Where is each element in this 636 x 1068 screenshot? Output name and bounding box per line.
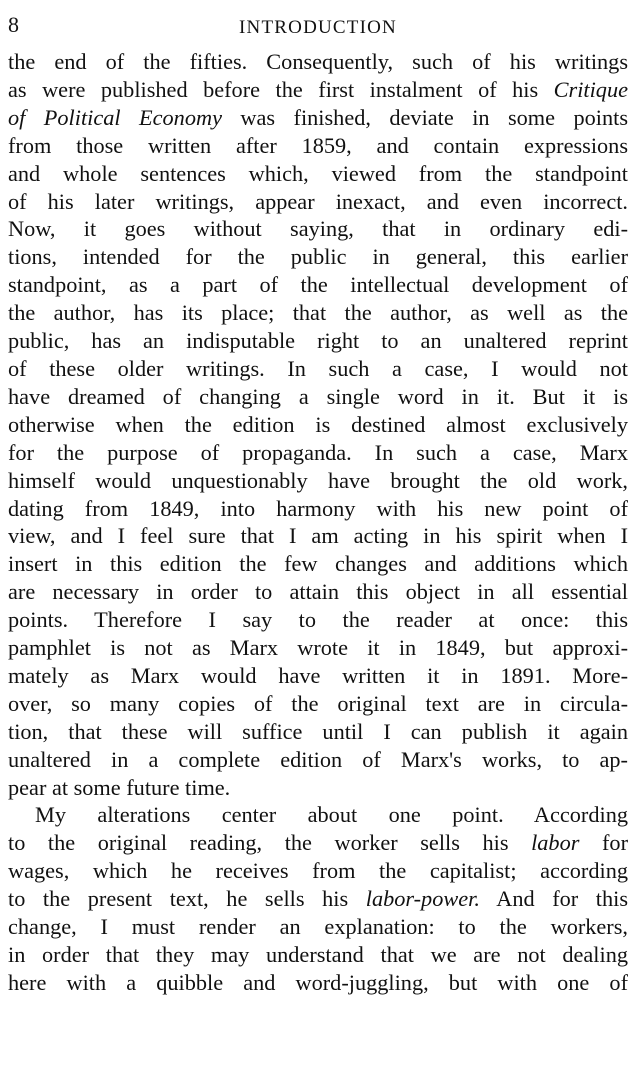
text-segment: for (579, 830, 628, 856)
text-line (8, 243, 628, 271)
text-segment: of his later writings, appear inexact, and even incorrect. (8, 188, 628, 214)
text-segment: wages, which he receives from the capitalist; according (8, 858, 628, 884)
text-line (8, 578, 628, 606)
text-segment: was finished, deviate in some points (221, 104, 628, 130)
text-line (8, 857, 628, 885)
text-segment: view, and I feel sure that I am acting in his spirit when I (8, 523, 628, 549)
text-line (8, 746, 628, 774)
italic-text: labor (531, 830, 580, 856)
text-line (8, 913, 628, 941)
text-segment: for the purpose of propaganda. In such a case, Marx (8, 439, 628, 465)
text-segment: as were published before the first instalment of his (8, 76, 554, 102)
text-line (8, 188, 628, 216)
text-segment: points. Therefore I say to the reader at once: this (8, 607, 628, 633)
text-segment: tion, that these will suffice until I can publish it again (8, 718, 628, 744)
text-segment: the end of the fifties. Consequently, such of his writings (8, 49, 628, 74)
text-line (8, 774, 628, 802)
text-segment: My alterations center about one point. According (35, 802, 628, 828)
text-segment: standpoint, as a part of the intellectual development of (8, 272, 628, 298)
text-segment: have dreamed of changing a single word in it. But it is (8, 383, 628, 409)
italic-text: of Political Economy (8, 104, 222, 130)
text-line (8, 271, 628, 299)
italic-text: Critique (553, 76, 628, 102)
text-segment: are necessary in order to attain this object in all essential (8, 579, 628, 605)
text-line (8, 634, 628, 662)
text-line (8, 383, 628, 411)
text-segment: And for this (479, 886, 628, 912)
text-segment: unaltered in a complete edition of Marx's works, to ap- (8, 746, 628, 772)
text-segment: over, so many copies of the original text are in circula- (8, 690, 628, 716)
text-line (8, 215, 628, 243)
page-number: 8 (8, 12, 19, 37)
text-line (8, 160, 628, 188)
text-segment: otherwise when the edition is destined almost exclusively (8, 411, 628, 437)
text-line (8, 801, 628, 829)
text-segment: here with a quibble and word-juggling, but with one of (8, 969, 628, 995)
text-segment: pamphlet is not as Marx wrote it in 1849, but approxi- (8, 635, 628, 661)
text-segment: the author, has its place; that the author, as well as the (8, 300, 628, 326)
text-segment: of these older writings. In such a case, I would not (8, 355, 628, 381)
text-segment: to the present text, he sells his (8, 886, 366, 912)
text-line (8, 522, 628, 550)
text-segment: mately as Marx would have written it in 1891. More- (8, 662, 628, 688)
running-header-title: INTRODUCTION (239, 17, 397, 38)
book-page (8, 8, 628, 997)
text-line (8, 439, 628, 467)
text-line (8, 76, 628, 104)
text-line (8, 411, 628, 439)
text-line (8, 132, 628, 160)
text-line (8, 885, 628, 913)
text-segment: public, has an indisputable right to an unaltered reprint (8, 328, 628, 354)
text-line (8, 104, 628, 132)
text-segment: from those written after 1859, and contain expressions (8, 132, 628, 158)
text-segment: tions, intended for the public in general, this earlier (8, 244, 628, 270)
text-segment: himself would unquestionably have brought the old work, (8, 467, 628, 493)
text-segment: Now, it goes without saying, that in ordinary edi- (8, 216, 628, 242)
text-line (8, 969, 628, 997)
text-segment: and whole sentences which, viewed from the standpoint (8, 160, 628, 186)
text-segment: to the original reading, the worker sells his (8, 830, 532, 856)
text-line (8, 690, 628, 718)
text-line (8, 355, 628, 383)
text-line (8, 941, 628, 969)
text-segment: insert in this edition the few changes and additions which (8, 551, 628, 577)
text-line (8, 662, 628, 690)
text-line (8, 829, 628, 857)
text-segment: pear at some future time. (8, 774, 231, 800)
text-line (8, 327, 628, 355)
text-line (8, 467, 628, 495)
body-text (8, 48, 628, 997)
text-line (8, 299, 628, 327)
italic-text: labor-power. (365, 886, 480, 912)
running-head (8, 8, 628, 48)
text-line (8, 495, 628, 523)
text-line (8, 606, 628, 634)
text-line (8, 48, 628, 76)
text-segment: dating from 1849, into harmony with his new point of (8, 495, 628, 521)
text-segment: change, I must render an explanation: to the workers, (8, 914, 628, 940)
text-line (8, 718, 628, 746)
text-segment: in order that they may understand that we are not dealing (8, 942, 628, 967)
text-line (8, 550, 628, 578)
